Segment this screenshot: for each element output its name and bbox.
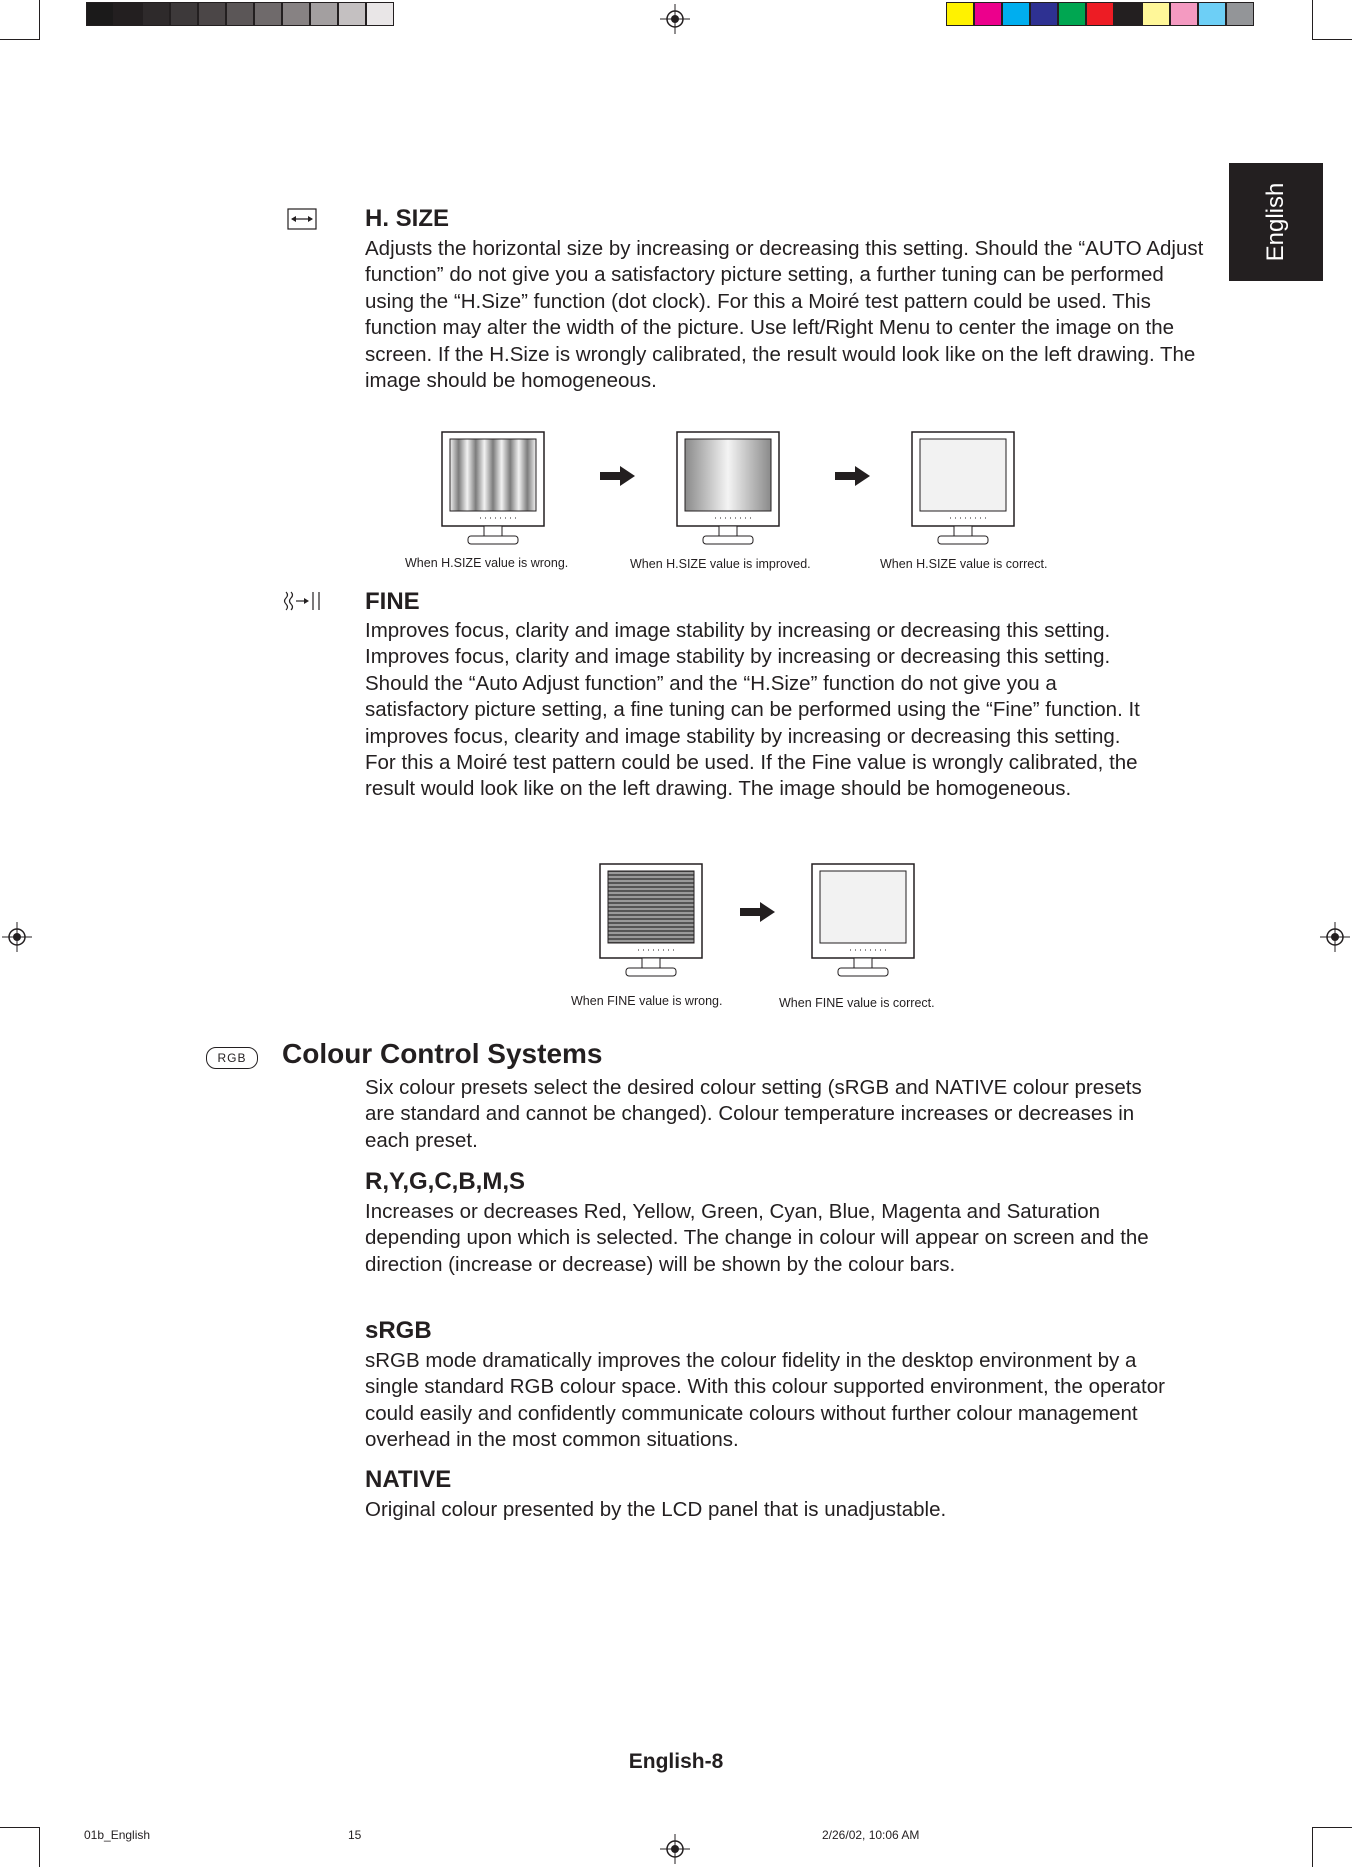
color-swatch (1226, 2, 1254, 26)
monitor-hsize-wrong-illustration (440, 430, 546, 548)
srgb-description: sRGB mode dramatically improves the colour fidelity in the desktop environment by a single standard RGB colour space. With this colour supported environment, the operator could easily and confidently communicate colours without further colour management overhead in the most common situations. (365, 1349, 1165, 1452)
h-size-arrows-icon (287, 208, 317, 230)
caption-hsize-improved: When H.SIZE value is improved. (630, 557, 811, 571)
language-tab (1229, 163, 1323, 281)
monitor-hsize-correct-illustration (910, 430, 1016, 548)
color-swatch (86, 2, 114, 26)
color-swatch (1086, 2, 1114, 26)
color-swatch (1198, 2, 1226, 26)
srgb-title: sRGB (365, 1317, 432, 1344)
fine-title: FINE (365, 588, 420, 615)
color-swatch (1002, 2, 1030, 26)
slug-filename: 01b_English (84, 1828, 151, 1842)
fine-tune-icon (283, 590, 329, 612)
color-swatch (282, 2, 310, 26)
fine-description: Improves focus, clarity and image stability by increasing or decreasing this setting. Improves focus, clarity and image stability by increasing or decreasing this setting. Should the “Auto Adjust function” and the “H.Size” function do not give you a satisfactory picture setting, a fine tuning can be performed using the “Fine” function. It improves focus, clearity and image stability by increasing or decreasing this setting. For this a Moiré test pattern could be used. If the Fine value is wrongly calibrated, the result would look like on the left drawing. The image should be homogeneous. (365, 619, 1140, 801)
caption-hsize-correct: When H.SIZE value is correct. (880, 557, 1048, 571)
registration-mark-right (1320, 922, 1350, 952)
registration-mark-bottom (660, 1834, 690, 1864)
color-swatch (1114, 2, 1142, 26)
color-swatch (338, 2, 366, 26)
color-swatch (198, 2, 226, 26)
h-size-description: Adjusts the horizontal size by increasing or decreasing this setting. Should the “AUTO Adjust function” do not give you a satisfactory picture setting, a further tuning can be performed using the “H.Size” function (dot clock). For this a Moiré test pattern could be used. This function may alter the width of the picture. Use left/Right Menu to center the image on the screen. If the H.Size is wrongly calibrated, the result would look like on the left drawing. The image should be homogeneous. (365, 237, 1204, 393)
ryg-description: Increases or decreases Red, Yellow, Green, Cyan, Blue, Magenta and Saturation depending upon which is selected. The change in colour will appear on screen and the direction (increase or decrease) will be shown by the colour bars. (365, 1200, 1149, 1276)
language-tab-label: English (1262, 182, 1289, 262)
rgb-icon: RGB (206, 1047, 258, 1069)
color-swatch (170, 2, 198, 26)
ryg-title: R,Y,G,C,B,M,S (365, 1168, 526, 1195)
color-swatch (226, 2, 254, 26)
color-swatch (974, 2, 1002, 26)
color-swatch (1030, 2, 1058, 26)
arrow-right-icon (740, 901, 776, 923)
h-size-title: H. SIZE (365, 205, 450, 232)
native-title: NATIVE (365, 1466, 452, 1493)
monitor-fine-wrong-illustration (598, 862, 704, 980)
slug-page: 15 (348, 1828, 362, 1842)
color-swatch (946, 2, 974, 26)
colour-control-intro: Six colour presets select the desired colour setting (sRGB and NATIVE colour presets are standard and cannot be changed). Colour temperature increases or decreases in each preset. (365, 1076, 1142, 1152)
arrow-right-icon (600, 465, 636, 487)
color-swatch (1142, 2, 1170, 26)
color-swatch (1170, 2, 1198, 26)
monitor-hsize-improved-illustration (675, 430, 781, 548)
caption-hsize-wrong: When H.SIZE value is wrong. (405, 556, 569, 570)
arrow-right-icon (835, 465, 871, 487)
color-swatch (114, 2, 142, 26)
color-swatch (366, 2, 394, 26)
slug-date: 2/26/02, 10:06 AM (822, 1828, 920, 1842)
colour-control-title: Colour Control Systems (282, 1038, 603, 1069)
color-swatch (310, 2, 338, 26)
color-swatch (254, 2, 282, 26)
registration-mark-top (660, 4, 690, 34)
native-description: Original colour presented by the LCD panel that is unadjustable. (365, 1498, 947, 1521)
color-swatch (1058, 2, 1086, 26)
caption-fine-correct: When FINE value is correct. (779, 996, 935, 1010)
color-swatch (142, 2, 170, 26)
monitor-fine-correct-illustration (810, 862, 916, 980)
page-number: English-8 (628, 1750, 724, 1773)
caption-fine-wrong: When FINE value is wrong. (571, 994, 723, 1008)
registration-mark-left (2, 922, 32, 952)
